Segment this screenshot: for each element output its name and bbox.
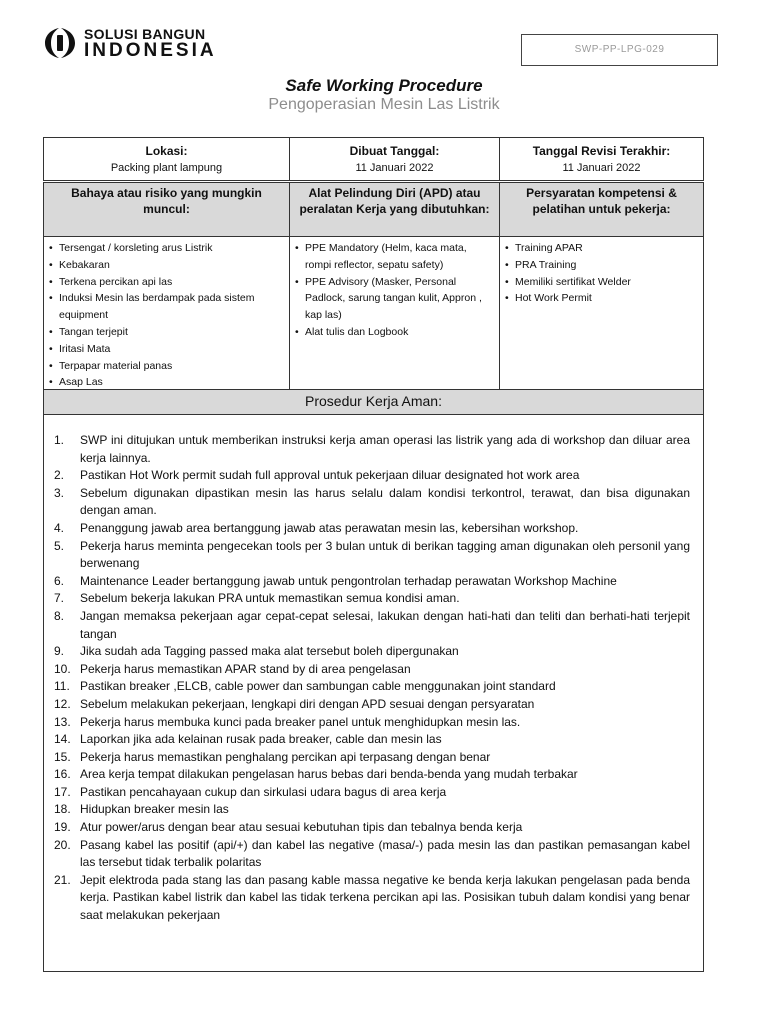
step-number: 1. (54, 433, 65, 447)
hazard-item: • Iritasi Mata (48, 341, 285, 358)
step-text: Pekerja harus memastikan APAR stand by di area pengelasan (80, 661, 411, 676)
ppe-list (294, 240, 495, 341)
competency-header: Persyaratan kompetensi & pelatihan untuk pekerja: (500, 183, 704, 237)
step-text: Laporkan jika ada kelainan rusak pada breaker, cable dan mesin las (80, 732, 442, 747)
step-text: Sebelum bekerja lakukan PRA untuk memastikan semua kondisi aman. (80, 591, 460, 606)
step-number: 7. (54, 591, 65, 606)
step-number: 9. (54, 644, 65, 659)
hazard-item: • Terkena percikan api las (48, 274, 285, 291)
step-text: Sebelum digunakan dipastikan mesin las harus selalu dalam kondisi terkontrol, terawat, dan bisa digunakan dengan aman. (80, 485, 690, 518)
step-text: Pekerja harus memastikan penghalang percikan api terpasang dengan benar (80, 749, 491, 764)
procedure-step (54, 608, 690, 643)
procedure-step (54, 766, 690, 784)
competency-item: • Memiliki sertifikat Welder (504, 274, 699, 291)
step-text: Maintenance Leader bertanggung jawab untuk pengontrolan terhadap perawatan Workshop Machine (80, 573, 617, 588)
company-logo-icon (42, 26, 78, 60)
location-cell (44, 138, 290, 181)
step-text: Sebelum melakukan pekerjaan, lengkapi diri dengan APD sesuai dengan persyaratan (80, 696, 535, 711)
step-number: 12. (54, 696, 71, 711)
procedure-step (54, 573, 690, 591)
step-number: 21. (54, 872, 71, 887)
step-text: Pastikan pencahayaan cukup dan sirkulasi udara bagus di area kerja (80, 784, 447, 799)
hazard-item: • Asap Las (48, 374, 285, 391)
procedure-step (54, 872, 690, 925)
procedure-step (54, 784, 690, 802)
step-number: 6. (54, 573, 65, 588)
logo-line-1: SOLUSI BANGUN (84, 25, 206, 42)
step-number: 17. (54, 784, 71, 799)
step-text: Pastikan breaker ,ELCB, cable power dan sambungan cable menggunakan joint standard (80, 679, 556, 694)
hazards-cell (44, 237, 290, 392)
created-date-label: Dibuat Tanggal: (349, 144, 440, 158)
competency-item: • Training APAR (504, 240, 699, 257)
competency-item: • Hot Work Permit (504, 290, 699, 307)
procedure-step (54, 696, 690, 714)
step-text: Pekerja harus meminta pengecekan tools per 3 bulan untuk di berikan tagging aman digunakan oleh personil yang berwenang (80, 538, 690, 571)
step-number: 10. (54, 661, 71, 676)
step-number: 14. (54, 732, 71, 747)
competency-cell (500, 237, 704, 392)
step-number: 16. (54, 767, 71, 782)
step-number: 19. (54, 820, 71, 835)
hazard-item: • Induksi Mesin las berdampak pada sistem equipment (48, 290, 285, 324)
procedure-step (54, 643, 690, 661)
company-logo (42, 26, 217, 60)
procedure-step (54, 731, 690, 749)
revision-date-cell (500, 138, 704, 181)
step-text: Jika sudah ada Tagging passed maka alat tersebut boleh dipergunakan (80, 644, 459, 659)
procedure-step (54, 714, 690, 732)
procedure-step (54, 590, 690, 608)
step-number: 4. (54, 520, 65, 535)
location-value: Packing plant lampung (110, 162, 223, 174)
procedure-section (43, 389, 704, 972)
step-text: Hidupkan breaker mesin las (80, 802, 229, 817)
procedure-step (54, 520, 690, 538)
step-text: Pekerja harus membuka kunci pada breaker panel untuk menghidupkan mesin las. (80, 714, 521, 729)
meta-table (43, 137, 704, 181)
step-number: 5. (54, 538, 65, 553)
ppe-header: Alat Pelindung Diri (APD) atau peralatan Kerja yang dibutuhkan: (290, 183, 500, 237)
document-subtitle: Pengoperasian Mesin Las Listrik (268, 96, 500, 113)
procedure-heading: Prosedur Kerja Aman: (44, 390, 703, 415)
procedure-step (54, 819, 690, 837)
step-number: 18. (54, 802, 71, 817)
step-number: 20. (54, 837, 71, 852)
procedure-steps (54, 432, 690, 925)
hazard-item: • Tersengat / korsleting arus Listrik (48, 240, 285, 257)
step-number: 3. (54, 485, 65, 500)
ppe-item: • Alat tulis dan Logbook (294, 324, 495, 341)
hazard-item: • Kebakaran (48, 257, 285, 274)
ppe-item: • PPE Mandatory (Helm, kaca mata, rompi reflector, sepatu safety) (294, 240, 495, 274)
procedure-step (54, 801, 690, 819)
procedure-step (54, 749, 690, 767)
step-number: 2. (54, 468, 65, 483)
procedure-step (54, 485, 690, 520)
hazards-header: Bahaya atau risiko yang mungkin muncul: (44, 183, 290, 237)
document-title: Safe Working Procedure (285, 76, 483, 95)
competency-list (504, 240, 699, 307)
created-date-cell (290, 138, 500, 181)
procedure-step (54, 837, 690, 872)
document-number: SWP-PP-LPG-029 (521, 34, 718, 66)
revision-date-label: Tanggal Revisi Terakhir: (532, 144, 671, 158)
step-number: 13. (54, 714, 71, 729)
procedure-step (54, 432, 690, 467)
step-text: Pasang kabel las positif (api/+) dan kabel las negative (masa/-) pada mesin las dan pastikan pemasangan kabel las tersebut tidak terbalik polaritas (80, 837, 690, 870)
step-number: 11. (54, 679, 70, 694)
hazard-item: • Tangan terjepit (48, 324, 285, 341)
step-text: Jangan memaksa pekerjaan agar cepat-cepat selesai, lakukan dengan hati-hati dan teliti dan berhati-hati terjepit tangan (80, 608, 690, 641)
step-text: Penanggung jawab area bertanggung jawab atas perawatan mesin las, kebersihan workshop. (80, 520, 579, 535)
competency-item: • PRA Training (504, 257, 699, 274)
procedure-step (54, 467, 690, 485)
step-text: Atur power/arus dengan bear atau sesuai kebutuhan tipis dan tebalnya benda kerja (80, 820, 523, 835)
procedure-step (54, 538, 690, 573)
hazard-item: • Terpapar material panas (48, 358, 285, 375)
created-date-value: 11 Januari 2022 (355, 162, 434, 174)
procedure-step (54, 678, 690, 696)
hazards-list (48, 240, 285, 391)
step-text: Pastikan Hot Work permit sudah full approval untuk pekerjaan diluar designated hot work area (80, 468, 580, 483)
step-text: SWP ini ditujukan untuk memberikan instruksi kerja aman operasi las listrik yang ada di workshop dan diluar area kerja lainnya. (80, 433, 690, 465)
logo-line-2: INDONESIA (84, 39, 217, 61)
procedure-step (54, 661, 690, 679)
step-text: Jepit elektroda pada stang las dan pasang kable massa negative ke benda kerja lakukan pengelasan pada benda kerja. Pastikan kabel listrik dan kabel las tidak terkena percikan api las. Posisikan tubuh dalam kondisi yang benar saat melakukan pekerjaan (80, 872, 690, 923)
step-number: 8. (54, 608, 65, 623)
step-number: 15. (54, 749, 71, 764)
step-text: Area kerja tempat dilakukan pengelasan harus bebas dari benda-benda yang mudah terbakar (80, 767, 578, 782)
risk-table (43, 182, 704, 392)
ppe-item: • PPE Advisory (Masker, Personal Padlock, sarung tangan kulit, Appron , kap las) (294, 274, 495, 324)
ppe-cell (290, 237, 500, 392)
revision-date-value: 11 Januari 2022 (562, 162, 641, 174)
location-label: Lokasi: (145, 144, 188, 158)
